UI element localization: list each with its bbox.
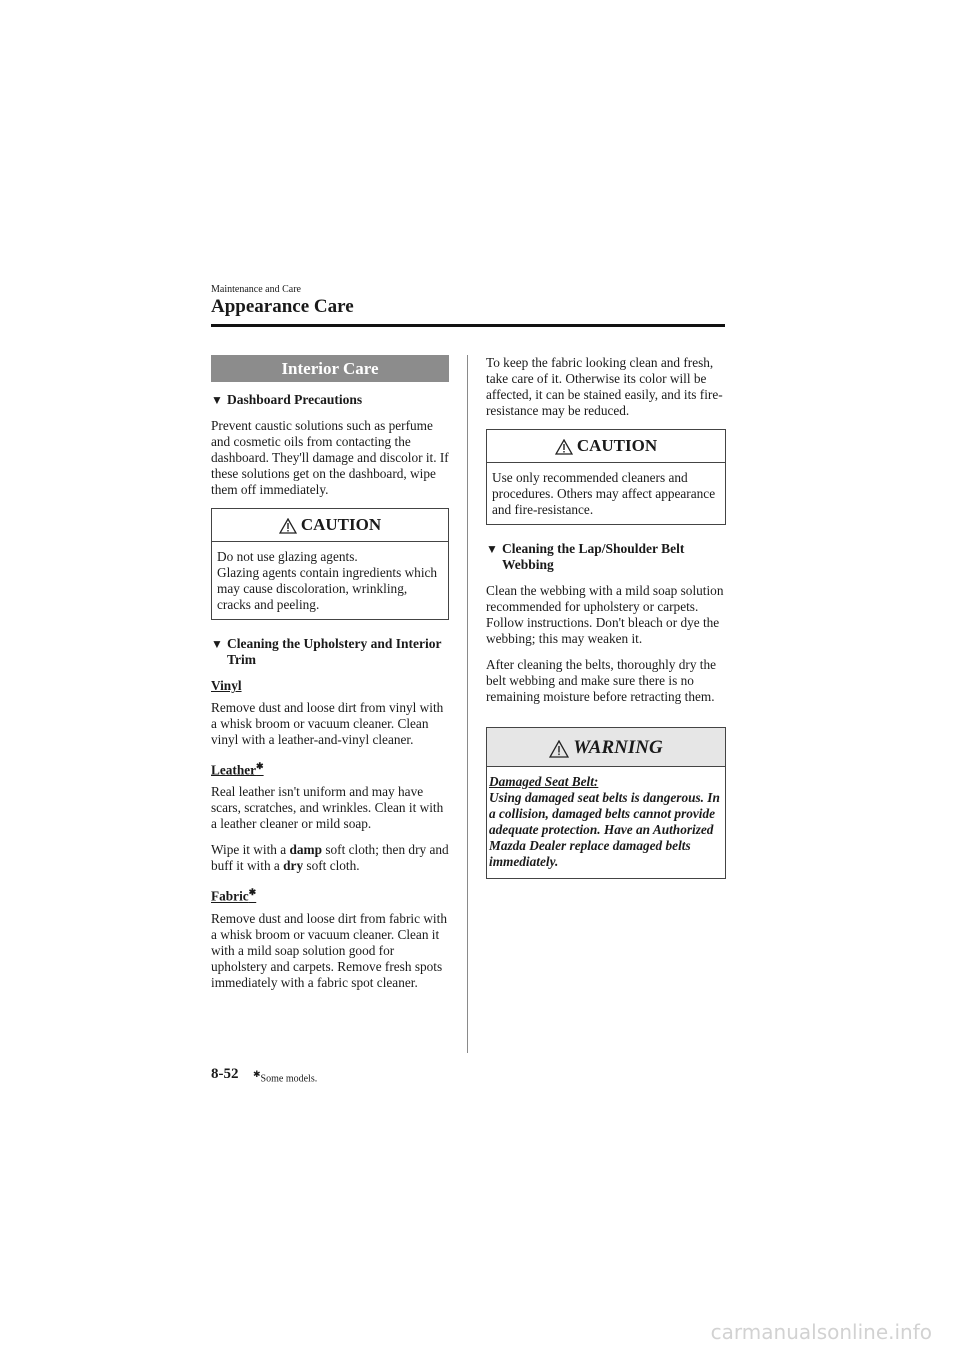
caution-line-2: Glazing agents contain ingredients which may cause discoloration, wrinkling, cracks and peeling. xyxy=(217,565,438,612)
warning-triangle-icon xyxy=(279,518,297,534)
leather-p2-a: Wipe it with a xyxy=(211,842,290,858)
caution-header xyxy=(212,509,448,542)
fabric-label xyxy=(211,884,449,904)
triangle-marker-icon: ▼ xyxy=(211,637,223,651)
asterisk-icon: ✱ xyxy=(256,761,264,771)
footnote-text: Some models. xyxy=(260,1073,318,1085)
column-divider xyxy=(467,355,468,1053)
page-title: Appearance Care xyxy=(211,296,354,317)
warning-header xyxy=(487,728,725,767)
page-number: 8-52 xyxy=(211,1066,239,1082)
caution-title: CAUTION xyxy=(300,515,382,534)
vinyl-paragraph: Remove dust and loose dirt from vinyl with a whisk broom or vacuum cleaner. Clean vinyl with a leather-and-vinyl cleaner. xyxy=(211,700,444,747)
leather-label xyxy=(211,758,449,778)
left-column xyxy=(211,355,449,1001)
caution-box-glazing xyxy=(211,508,449,620)
caution-box-cleaners xyxy=(486,429,726,525)
warning-subtitle: Damaged Seat Belt: xyxy=(489,774,599,789)
caution-title: CAUTION xyxy=(576,436,658,455)
caution-line-1: Do not use glazing agents. xyxy=(217,549,358,564)
right-column xyxy=(486,355,726,895)
lap-belt-paragraph-2: After cleaning the belts, thoroughly dry the belt webbing and make sure there is no remaining moisture before retracting them. xyxy=(486,657,717,704)
title-rule xyxy=(211,324,725,327)
leather-p2-dry: dry xyxy=(283,858,304,874)
warning-body xyxy=(487,767,725,878)
caution-body: Use only recommended cleaners and procedures. Others may affect appearance and fire-resistance. xyxy=(492,470,716,517)
lap-belt-paragraph-1: Clean the webbing with a mild soap solution recommended for upholstery or carpets. Follow instructions. Don't bleach or dye the webbing; this may weaken it. xyxy=(486,583,724,646)
leather-label-text: Leather xyxy=(211,762,257,778)
warning-triangle-icon xyxy=(549,740,569,758)
dashboard-paragraph: Prevent caustic solutions such as perfume and cosmetic oils from contacting the dashboard. They'll damage and discolor it. If these solutions get on the dashboard, wipe them off immediately. xyxy=(211,418,449,497)
fabric-label-text: Fabric xyxy=(211,888,249,904)
fabric-paragraph: Remove dust and loose dirt from fabric with a whisk broom or vacuum cleaner. Clean it with a mild soap solution good for upholstery and carpets. Remove fresh spots immediately with a fabric spot cleaner. xyxy=(211,910,447,990)
lap-belt-heading xyxy=(486,541,726,573)
fabric-intro-paragraph: To keep the fabric looking clean and fresh, take care of it. Otherwise its color will be affected, it can be stained easily, and its fire-resistance may be reduced. xyxy=(486,355,723,418)
caution-body xyxy=(212,542,448,619)
vinyl-label: Vinyl xyxy=(211,678,242,693)
footnote xyxy=(253,1069,317,1084)
warning-title: WARNING xyxy=(573,737,663,758)
lap-belt-heading-text: Cleaning the Lap/Shoulder Belt Webbing xyxy=(502,541,685,572)
leather-paragraph-1: Real leather isn't uniform and may have scars, scratches, and wrinkles. Clean it with a leather cleaner or mild soap. xyxy=(211,784,444,832)
triangle-marker-icon: ▼ xyxy=(486,542,498,556)
asterisk-icon: ✱ xyxy=(253,1069,261,1079)
watermark: carmanualsonline.info xyxy=(710,1320,932,1344)
warning-box xyxy=(486,727,726,879)
dashboard-heading xyxy=(211,392,449,408)
leather-paragraph-2 xyxy=(211,842,449,874)
section-label: Maintenance and Care xyxy=(211,284,301,295)
upholstery-heading xyxy=(211,636,449,668)
warning-triangle-icon xyxy=(555,439,573,455)
asterisk-icon: ✱ xyxy=(248,887,257,898)
leather-p2-damp: damp xyxy=(289,842,323,858)
upholstery-heading-text: Cleaning the Upholstery and Interior Trim xyxy=(227,636,442,667)
caution-header xyxy=(487,430,725,463)
warning-text: Using damaged seat belts is dangerous. In a collision, damaged belts cannot provide adequate protection. Have an Authorized Mazda Dealer replace damaged belts immediately. xyxy=(489,790,720,869)
triangle-marker-icon: ▼ xyxy=(211,393,223,407)
leather-p2-e: soft cloth. xyxy=(303,858,360,874)
dashboard-heading-text: Dashboard Precautions xyxy=(227,392,363,407)
leather-p2-c: soft cloth; then dry and buff it with a xyxy=(211,842,449,874)
interior-care-banner: Interior Care xyxy=(211,355,449,382)
